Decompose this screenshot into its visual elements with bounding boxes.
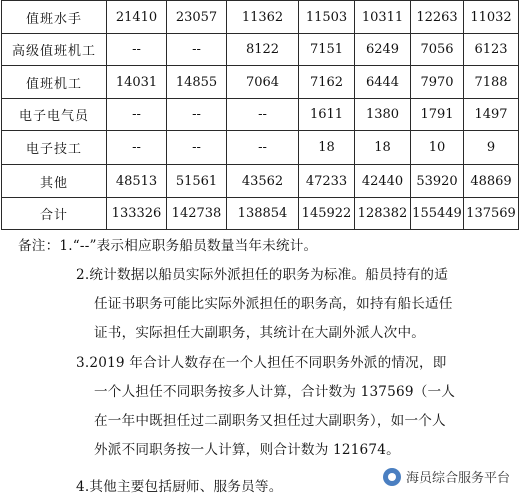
watermark	[379, 465, 514, 488]
table-row	[2, 1, 519, 34]
table-cell: 137569	[464, 198, 519, 230]
table-cell: 155449	[411, 198, 464, 230]
table-cell: 11503	[299, 1, 355, 34]
row-label: 电子电气员	[2, 99, 107, 131]
table-cell: 6123	[464, 34, 519, 66]
row-label: 其他	[2, 165, 107, 198]
table-cell: 10311	[355, 1, 411, 34]
table-cell: 12263	[411, 1, 464, 34]
row-label: 值班机工	[2, 66, 107, 99]
note-line: 4.其他主要包括厨师、服务员等。	[76, 479, 283, 495]
note-line: 证书，实际担任大副职务，其统计在大副外派人次中。	[94, 325, 426, 341]
row-label: 电子技工	[2, 131, 107, 165]
table-cell: 7056	[411, 34, 464, 66]
table-cell: 133326	[107, 198, 167, 230]
table-cell: 9	[464, 131, 519, 165]
table-cell: 138854	[227, 198, 299, 230]
table-row	[2, 198, 519, 230]
table-cell: 18	[299, 131, 355, 165]
table-cell: 1497	[464, 99, 519, 131]
table-cell: 51561	[167, 165, 227, 198]
table-cell: --	[227, 131, 299, 165]
table-cell: 128382	[355, 198, 411, 230]
table-cell: 48513	[107, 165, 167, 198]
note-line: 3.2019 年合计人数存在一个人担任不同职务外派的情况，即	[76, 355, 447, 371]
table-cell: 1791	[411, 99, 464, 131]
note-line: 备注：1.“--”表示相应职务船员数量当年未统计。	[18, 238, 318, 254]
note-line: 在一年中既担任过二副职务又担任过大副职务），如一个人	[94, 413, 446, 429]
table-cell: --	[227, 99, 299, 131]
table-cell: --	[107, 131, 167, 165]
table-row	[2, 165, 519, 198]
table-cell: 14855	[167, 66, 227, 99]
table-cell: 21410	[107, 1, 167, 34]
table-cell: 18	[355, 131, 411, 165]
note-line: 2.统计数据以船员实际外派担任的职务为标准。船员持有的适	[76, 267, 449, 283]
table-cell: 23057	[167, 1, 227, 34]
table-cell: 48869	[464, 165, 519, 198]
table-row	[2, 99, 519, 131]
note-line: 任证书职务可能比实际外派担任的职务高，如持有船长适任	[94, 296, 453, 312]
table-cell: --	[167, 99, 227, 131]
table-cell: 47233	[299, 165, 355, 198]
note-line: 外派不同职务按一人计算，则合计数为 121674。	[94, 442, 400, 458]
table-cell: --	[107, 99, 167, 131]
table-cell: 7064	[227, 66, 299, 99]
table-cell: --	[107, 34, 167, 66]
table-cell: --	[167, 131, 227, 165]
table-row	[2, 66, 519, 99]
table-cell: 43562	[227, 165, 299, 198]
table-cell: 10	[411, 131, 464, 165]
table-row	[2, 131, 519, 165]
table-cell: 145922	[299, 198, 355, 230]
platform-logo-icon	[383, 468, 401, 486]
row-label: 高级值班机工	[2, 34, 107, 66]
table-cell: 6249	[355, 34, 411, 66]
table-cell: 42440	[355, 165, 411, 198]
table-cell: 7162	[299, 66, 355, 99]
table-cell: 7970	[411, 66, 464, 99]
table-cell: 53920	[411, 165, 464, 198]
table-cell: 11362	[227, 1, 299, 34]
crew-statistics-table	[1, 0, 519, 230]
table-cell: 8122	[227, 34, 299, 66]
watermark-text: 海员综合服务平台	[405, 471, 510, 486]
table-cell: --	[167, 34, 227, 66]
table-row	[2, 34, 519, 66]
note-line: 一个人担任不同职务按多人计算，合计数为 137569（一人	[94, 384, 456, 400]
table-cell: 1380	[355, 99, 411, 131]
table-cell: 14031	[107, 66, 167, 99]
row-label: 合计	[2, 198, 107, 230]
table-cell: 7151	[299, 34, 355, 66]
table-cell: 7188	[464, 66, 519, 99]
table-cell: 11032	[464, 1, 519, 34]
table-cell: 1611	[299, 99, 355, 131]
table-cell: 142738	[167, 198, 227, 230]
row-label: 值班水手	[2, 1, 107, 34]
table-cell: 6444	[355, 66, 411, 99]
